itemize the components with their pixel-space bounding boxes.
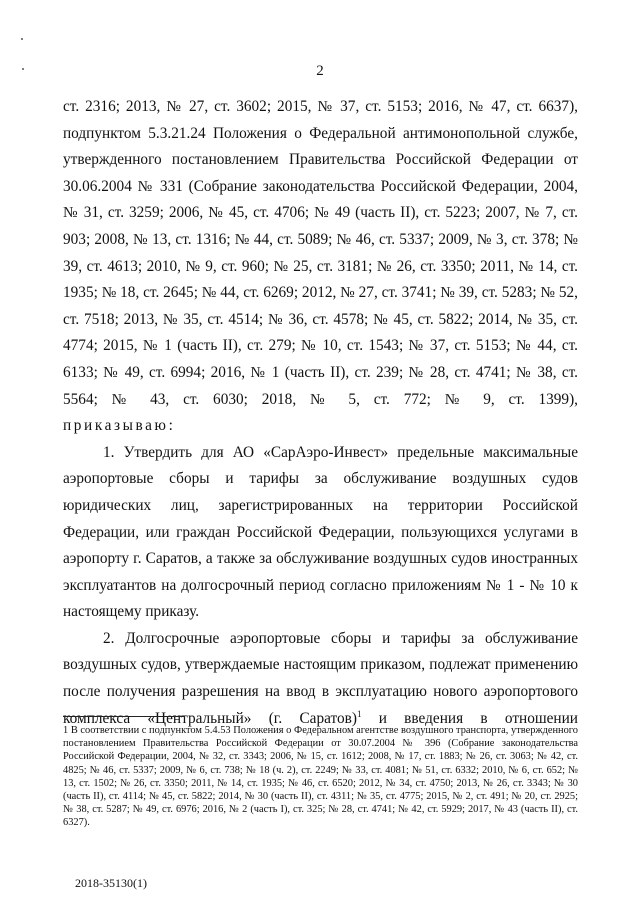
footnote-reference: 1	[356, 708, 362, 719]
paragraph-legal-basis: ст. 2316; 2013, № 27, ст. 3602; 2015, № 37, ст. 5153; 2016, № 47, ст. 6637), подпунктом 5.3.21.24 Положения о Федеральной антимонопольной службе, утвержденного постановлением Правительства Российской Федерации от 30.06.2004 № 331 (Собрание законодательства Российской Федерации, 2004, № 31, ст. 3259; 2006, № 45, ст. 4706; № 49 (часть II), ст. 5223; 2007, № 7, ст. 903; 2008, № 13, ст. 1316; № 44, ст. 5089; № 46, ст. 5337; 2009, № 3, ст. 378; № 39, ст. 4613; 2010, № 9, ст. 960; № 25, ст. 3181; № 26, ст. 3350; 2011, № 14, ст. 1935; № 18, ст. 2645; № 44, ст. 6269; 2012, № 27, ст. 3741; № 39, ст. 5283; № 52, ст. 7518; 2013, № 35, ст. 4514; № 36, ст. 4578; № 45, ст. 5822; 2014, № 35, ст. 4774; 2015, № 1 (часть II), ст. 279; № 10, ст. 1543; № 37, ст. 5153; № 44, ст. 6133; № 49, ст. 6994; 2016, № 1 (часть II), ст. 239; № 28, ст. 4741; № 38, ст. 5564; № 43, ст. 6030; 2018, № 5, ст. 772; № 9, ст. 1399),	[63, 98, 578, 408]
footnote-separator	[63, 716, 185, 717]
paragraph-item-2-text: 2. Долгосрочные аэропортовые сборы и тарифы за обслуживание воздушных судов, утверждаемые настоящим приказом, подлежат применению после получения разрешения на ввод в эксплуатацию нового аэропортового комплекса «Центральный» (г. Саратов)	[63, 629, 578, 727]
footnote: 1 В соответствии с подпунктом 5.4.53 Положения о Федеральном агентстве воздушного транспорта, утвержденного постановлением Правительства Российской Федерации от 30.07.2004 № 396 (Собрание законодательства Российской Федерации, 2004, № 32, ст. 3343; 2006, № 15, ст. 1612; 2008, № 17, ст. 1883; № 26, ст. 3063; № 42, ст. 4825; № 46, ст. 5337; 2009, № 6, ст. 738; № 18 (ч. 2), ст. 2249; № 33, ст. 4081; № 51, ст. 6332; 2010, № 6, ст. 652; № 13, ст. 1502; № 26, ст. 3350; 2011, № 14, ст. 1935; № 46, ст. 6520; 2012, № 34, ст. 4750; 2013, № 26, ст. 3343; № 30 (часть II), ст. 4114; № 45, ст. 5822; 2014, № 30 (часть II), ст. 4311; № 35, ст. 4775; 2015, № 2, ст. 491; № 20, ст. 2925; № 38, ст. 5287; № 49, ст. 6976; 2016, № 2 (часть I), ст. 325; № 28, ст. 4741; № 42, ст. 5929; 2017, № 43 (часть II), ст. 6327).	[63, 725, 578, 829]
paragraph-order-word: приказываю:	[63, 417, 176, 435]
document-code: 2018-35130(1)	[75, 876, 147, 890]
paragraph-item-1: 1. Утвердить для АО «СарАэро-Инвест» предельные максимальные аэропортовые сборы и тарифы за обслуживание воздушных судов юридических лиц, зарегистрированных на территории Российской Федерации, или граждан Российской Федерации, пользующихся услугами в аэропорту г. Саратов, а также за обслуживание воздушных судов иностранных эксплуатантов на долгосрочный период согласно приложениям № 1 - № 10 к настоящему приказу.	[63, 443, 578, 621]
scan-speck	[21, 38, 23, 40]
page-number: 2	[316, 63, 324, 79]
paragraph-item-2-tail: и введения в отношении	[378, 709, 578, 727]
body-text	[63, 94, 578, 732]
